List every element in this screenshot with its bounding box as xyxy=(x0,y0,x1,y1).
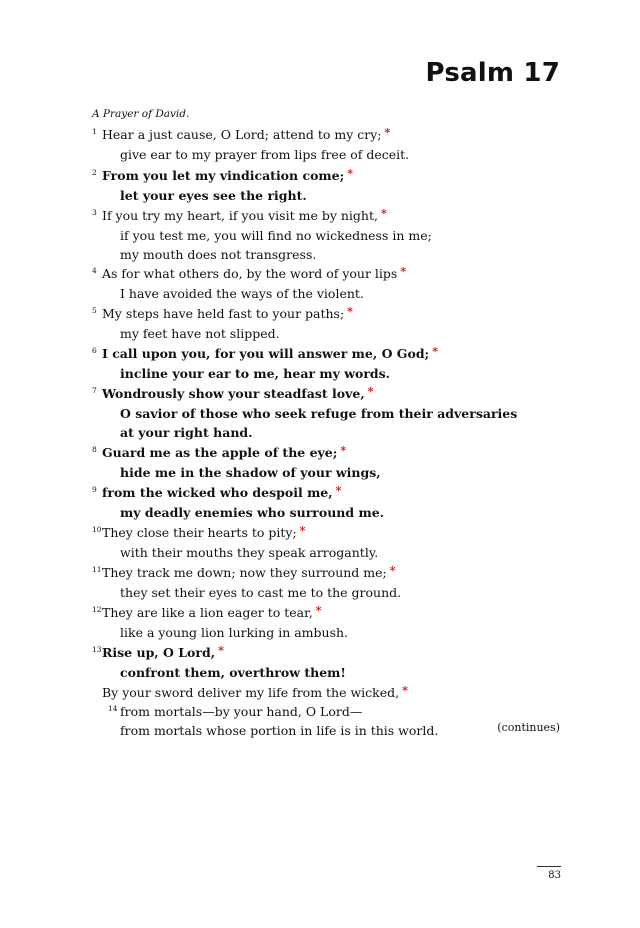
verse-line xyxy=(92,226,432,245)
verse-number: 2 xyxy=(92,168,97,177)
verse-number: 8 xyxy=(92,445,97,454)
verse-line-text: they set their eyes to cast me to the ground. xyxy=(120,585,402,600)
verse-10 xyxy=(92,523,378,562)
verse-line xyxy=(92,721,438,740)
verse-line-text: from mortals—by your hand, O Lord— xyxy=(120,704,363,719)
verse-line xyxy=(92,503,384,522)
asterisk-mark: * xyxy=(384,126,391,139)
verse-line-text: Rise up, O Lord, xyxy=(102,645,216,660)
verse-line-text: hide me in the shadow of your wings, xyxy=(120,465,381,480)
footer-rule xyxy=(537,866,561,867)
asterisk-mark: * xyxy=(432,345,438,358)
asterisk-mark: * xyxy=(335,484,342,497)
verse-number: 3 xyxy=(92,208,97,217)
asterisk-mark: * xyxy=(347,305,353,318)
asterisk-mark: * xyxy=(367,385,374,398)
verse-line xyxy=(92,125,409,145)
verse-6 xyxy=(92,344,438,383)
verse-line-text: my mouth does not transgress. xyxy=(120,247,317,262)
verse-line-text: incline your ear to me, hear my words. xyxy=(120,366,391,381)
verse-line xyxy=(92,603,348,623)
verse-line xyxy=(92,623,348,642)
verse-line-text: Hear a just cause, O Lord; attend to my cry; xyxy=(102,127,382,142)
verse-line xyxy=(92,384,517,404)
asterisk-mark: * xyxy=(347,167,353,180)
page-number: 83 xyxy=(548,870,561,881)
verse-line-text: From you let my vindication come; xyxy=(102,168,345,183)
verse-line-text: from the wicked who despoil me, xyxy=(102,485,333,500)
verse-line xyxy=(92,423,517,442)
asterisk-mark: * xyxy=(400,265,407,278)
verse-number: 13 xyxy=(92,645,102,654)
verse-number: 9 xyxy=(92,485,97,494)
verse-number: 12 xyxy=(92,605,102,614)
verse-2 xyxy=(92,166,353,205)
verse-9 xyxy=(92,483,384,522)
verse-line-text: from mortals whose portion in life is in this world. xyxy=(120,723,439,738)
verse-line-text: They track me down; now they surround me; xyxy=(102,565,387,580)
verse-13 xyxy=(92,643,346,682)
asterisk-mark: * xyxy=(340,444,347,457)
superscription: A Prayer of David. xyxy=(92,108,190,120)
verse-line xyxy=(92,324,353,343)
verse-line-text: if you test me, you will find no wickedness in me; xyxy=(120,228,432,243)
verse-14 xyxy=(92,702,438,740)
verse-line-text: I have avoided the ways of the violent. xyxy=(120,286,364,301)
verse-line xyxy=(92,344,438,364)
verse-line xyxy=(92,166,353,186)
verse-line xyxy=(92,245,432,264)
verse-line-text: They close their hearts to pity; xyxy=(102,525,297,540)
verse-number: 14 xyxy=(108,704,118,713)
verse-4 xyxy=(92,264,406,303)
verse-line-text: As for what others do, by the word of your lips xyxy=(102,266,398,281)
verse-line-text: confront them, overthrow them! xyxy=(120,665,346,680)
verse-line-text: give ear to my prayer from lips free of deceit. xyxy=(120,147,410,162)
verse-line xyxy=(92,264,406,284)
verse-line-text: with their mouths they speak arrogantly. xyxy=(120,545,379,560)
verse-line-text: let your eyes see the right. xyxy=(120,188,307,203)
verse-line-text: like a young lion lurking in ambush. xyxy=(120,625,349,640)
verse-line-text: my feet have not slipped. xyxy=(120,326,280,341)
verse-line xyxy=(92,702,438,721)
asterisk-mark: * xyxy=(389,564,396,577)
verse-3 xyxy=(92,206,432,264)
verse-line xyxy=(92,583,401,602)
continues-label: (continues) xyxy=(497,721,560,734)
verse-line xyxy=(92,523,378,543)
verse-line-text: By your sword deliver my life from the wicked, xyxy=(102,685,400,700)
verse-number: 11 xyxy=(92,565,102,574)
verse-number: 4 xyxy=(92,266,97,275)
verse-5 xyxy=(92,304,353,343)
verse-line xyxy=(92,443,381,463)
verse-line-text: Wondrously show your steadfast love, xyxy=(102,386,365,401)
verse-line-text: If you try my heart, if you visit me by night, xyxy=(102,208,378,223)
verse-line xyxy=(92,643,346,663)
verse-line-text: O savior of those who seek refuge from their adversaries xyxy=(120,406,518,421)
verse-8 xyxy=(92,443,381,482)
verse-line xyxy=(92,663,346,682)
asterisk-mark: * xyxy=(315,604,322,617)
verse-line-text: I call upon you, for you will answer me, O God; xyxy=(102,346,430,361)
asterisk-mark: * xyxy=(299,524,306,537)
verse-line xyxy=(92,683,408,703)
asterisk-mark: * xyxy=(402,684,408,697)
verse-line-text: My steps have held fast to your paths; xyxy=(102,306,345,321)
verse-number: 6 xyxy=(92,346,97,355)
verse-line xyxy=(92,543,378,562)
verse-line-text: my deadly enemies who surround me. xyxy=(120,505,385,520)
verse-line xyxy=(92,304,353,324)
verse-line-text: Guard me as the apple of the eye; xyxy=(102,445,338,460)
verse-number: 7 xyxy=(92,386,97,395)
verse-line-text: They are like a lion eager to tear, xyxy=(102,605,313,620)
verse-line xyxy=(92,206,432,226)
verse-11 xyxy=(92,563,401,602)
verse-cont xyxy=(92,683,408,703)
verse-1 xyxy=(92,125,409,164)
page-title: Psalm 17 xyxy=(425,58,560,88)
verse-line xyxy=(92,404,517,423)
verse-line xyxy=(92,364,438,383)
verse-line xyxy=(92,483,384,503)
verse-number: 10 xyxy=(92,525,102,534)
asterisk-mark: * xyxy=(218,644,224,657)
asterisk-mark: * xyxy=(380,207,387,220)
verse-12 xyxy=(92,603,348,642)
verse-line-text: at your right hand. xyxy=(120,425,253,440)
verse-line xyxy=(92,145,409,164)
verse-line xyxy=(92,186,353,205)
verse-line xyxy=(92,284,406,303)
verse-number: 1 xyxy=(92,127,97,136)
verse-line xyxy=(92,563,401,583)
verse-7 xyxy=(92,384,517,442)
verse-line xyxy=(92,463,381,482)
verse-number: 5 xyxy=(92,306,97,315)
